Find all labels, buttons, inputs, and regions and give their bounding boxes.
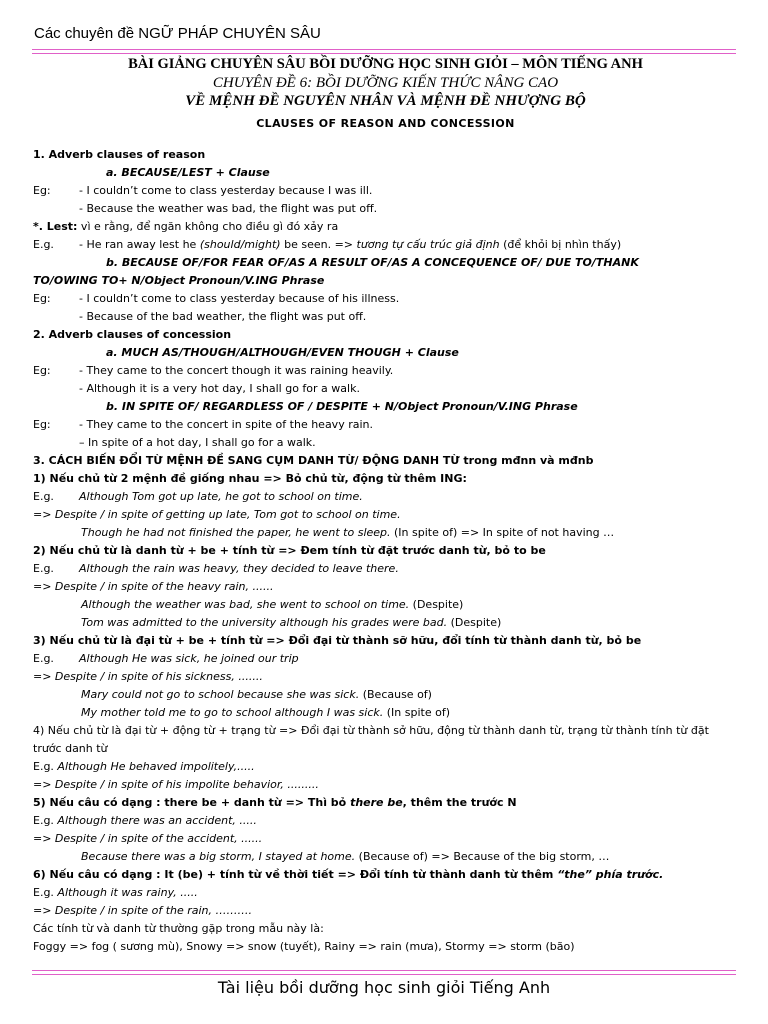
example-hint: (In spite of) => In spite of not having …	[390, 526, 615, 539]
lest-label: *. Lest:	[33, 220, 78, 233]
section-2-heading: 2. Adverb clauses of concession	[33, 328, 232, 341]
rule-text: 6) Nếu câu có dạng : It (be) + tính từ về thời tiết => Đổi tính từ thành danh từ thêm	[33, 868, 558, 881]
example-text: Tom was admitted to the university although his grades were bad.	[81, 616, 448, 629]
example-text: tương tự cấu trúc giả định	[356, 238, 500, 251]
example-text: (để khỏi bị nhìn thấy)	[499, 238, 622, 251]
section-2b-heading: b. IN SPITE OF/ REGARDLESS OF / DESPITE + N/Object Pronoun/V.ING Phrase	[106, 400, 578, 413]
section-1a-heading: a. BECAUSE/LEST + Clause	[106, 166, 270, 179]
example-hint: (Despite)	[409, 598, 464, 611]
header-divider	[32, 49, 736, 54]
answer-line: => Despite / in spite of the accident, ......	[33, 832, 263, 845]
section-1-heading: 1. Adverb clauses of reason	[33, 148, 206, 161]
eg-label: E.g.	[33, 562, 54, 575]
example-text: Although it was rainy, .....	[53, 886, 198, 899]
example-text: Mary could not go to school because she was sick.	[81, 688, 360, 701]
page-header: Các chuyên đề NGỮ PHÁP CHUYÊN SÂU	[34, 25, 321, 42]
example-text: - I couldn’t come to class yesterday because I was ill.	[79, 184, 373, 197]
title-line-1: BÀI GIẢNG CHUYÊN SÂU BỒI DƯỠNG HỌC SINH GIỎI – MÔN TIẾNG ANH	[128, 56, 643, 72]
section-2a-heading: a. MUCH AS/THOUGH/ALTHOUGH/EVEN THOUGH + Clause	[106, 346, 459, 359]
example-text: - Because the weather was bad, the flight was put off.	[79, 202, 378, 215]
section-3-heading: 3. CÁCH BIẾN ĐỔI TỪ MỆNH ĐỀ SANG CỤM DANH TỪ/ ĐỘNG DANH TỪ trong mđnn và mđnb	[33, 454, 594, 467]
example-text: Although He was sick, he joined our trip	[79, 652, 299, 665]
rule-4-heading: 4) Nếu chủ từ là đại từ + động từ + trạng từ => Đổi đại từ thành sở hữu, động từ thành danh từ, trạng từ thành tính từ đặt trước danh từ	[33, 724, 709, 755]
rule-text: “the”	[557, 868, 592, 881]
eg-label: E.g.	[33, 886, 54, 899]
rule-text: 5) Nếu câu có dạng : there be + danh từ => Thì bỏ	[33, 796, 351, 809]
example-text: - They came to the concert though it was raining heavily.	[79, 364, 394, 377]
weather-word-list: Foggy => fog ( sương mù), Snowy => snow (tuyết), Rainy => rain (mưa), Stormy => storm (bão)	[33, 940, 575, 953]
title-line-2: CHUYÊN ĐỀ 6: BỒI DƯỠNG KIẾN THỨC NÂNG CAO	[212, 75, 559, 91]
answer-line: => Despite / in spite of his impolite behavior, .........	[33, 778, 319, 791]
eg-label: Eg:	[33, 364, 51, 377]
example-text: - Because of the bad weather, the flight was put off.	[79, 310, 367, 323]
eg-label: E.g.	[33, 760, 54, 773]
eg-label: E.g.	[33, 490, 54, 503]
example-hint: (In spite of)	[383, 706, 451, 719]
document-body	[33, 55, 738, 956]
example-text: – In spite of a hot day, I shall go for a walk.	[79, 436, 316, 449]
section-1b-heading: b. BECAUSE OF/FOR FEAR OF/AS A RESULT OF/AS A CONCEQUENCE OF/ DUE TO/THANK	[106, 256, 639, 269]
note-line: Các tính từ và danh từ thường gặp trong mẫu này là:	[33, 922, 324, 935]
title-line-4: CLAUSES OF REASON AND CONCESSION	[256, 117, 515, 130]
rule-text: there be	[350, 796, 403, 809]
example-text: Though he had not finished the paper, he went to sleep.	[81, 526, 391, 539]
example-text: Although He behaved impolitely,.....	[53, 760, 255, 773]
eg-label: E.g.	[33, 238, 54, 251]
example-text: - He ran away lest he	[79, 238, 200, 251]
example-text: Although Tom got up late, he got to school on time.	[79, 490, 363, 503]
eg-label: E.g.	[33, 814, 54, 827]
example-text: Because there was a big storm, I stayed at home.	[81, 850, 356, 863]
rule-3-heading: 3) Nếu chủ từ là đại từ + be + tính từ => Đổi đại từ thành sỡ hữu, đổi tính từ thành danh từ, bỏ be	[33, 634, 642, 647]
example-text: be seen. =>	[280, 238, 357, 251]
example-hint: (Because of) => Because of the big storm, …	[355, 850, 610, 863]
example-text: Although there was an accident, .....	[53, 814, 257, 827]
example-text: - Although it is a very hot day, I shall go for a walk.	[79, 382, 360, 395]
example-hint: (Because of)	[359, 688, 432, 701]
eg-label: Eg:	[33, 418, 51, 431]
title-line-3: VỀ MỆNH ĐỀ NGUYÊN NHÂN VÀ MỆNH ĐỀ NHƯỢNG BỘ	[185, 93, 586, 109]
rule-5-heading	[33, 794, 738, 812]
eg-label: E.g.	[33, 652, 54, 665]
example-text: My mother told me to go to school although I was sick.	[81, 706, 384, 719]
answer-line: => Despite / in spite of his sickness, .......	[33, 670, 263, 683]
page-footer: Tài liệu bồi dưỡng học sinh giỏi Tiếng Anh	[217, 978, 551, 997]
rule-6-heading	[33, 866, 738, 884]
rule-2-heading: 2) Nếu chủ từ là danh từ + be + tính từ => Đem tính từ đặt trước danh từ, bỏ to be	[33, 544, 546, 557]
example-hint: (Despite)	[447, 616, 502, 629]
example-line	[33, 236, 738, 254]
eg-label: Eg:	[33, 292, 51, 305]
lest-text: vì e rằng, để ngăn không cho điều gì đó xảy ra	[77, 220, 339, 233]
answer-line: => Despite / in spite of the heavy rain, ......	[33, 580, 274, 593]
section-1b-heading-cont: TO/OWING TO+ N/Object Pronoun/V.ING Phrase	[33, 274, 325, 287]
rule-text: , thêm the trước N	[402, 796, 517, 809]
example-text: Although the rain was heavy, they decided to leave there.	[79, 562, 399, 575]
rule-text: phía trước.	[591, 868, 664, 881]
example-line	[33, 182, 738, 200]
eg-label: Eg:	[33, 184, 51, 197]
example-text: - They came to the concert in spite of the heavy rain.	[79, 418, 373, 431]
rule-1-heading: 1) Nếu chủ từ 2 mệnh đề giống nhau => Bỏ chủ từ, động từ thêm ING:	[33, 472, 467, 485]
answer-line: => Despite / in spite of getting up late, Tom got to school on time.	[33, 508, 401, 521]
lest-line	[33, 218, 738, 236]
footer-divider	[32, 970, 736, 975]
answer-line: => Despite / in spite of the rain, ……….	[33, 904, 253, 917]
example-text: Although the weather was bad, she went to school on time.	[81, 598, 410, 611]
example-text: - I couldn’t come to class yesterday because of his illness.	[79, 292, 400, 305]
example-text: (should/might)	[199, 238, 281, 251]
